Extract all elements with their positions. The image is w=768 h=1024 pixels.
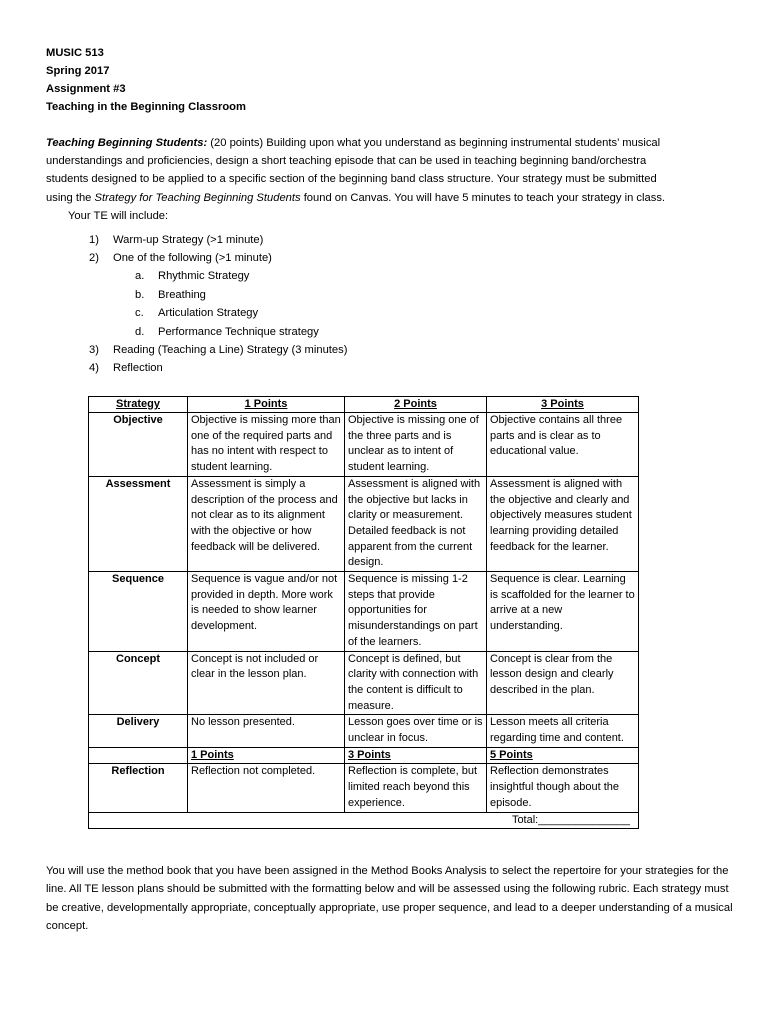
header-1-points: 1 Points (188, 397, 345, 413)
sub-list-item (113, 323, 686, 342)
table-cell: Reflection demonstrates insightful though about the episode. (487, 764, 639, 812)
sub-list-letter: a. (135, 270, 145, 283)
closing-paragraph: You will use the method book that you have been assigned in the Method Books Analysis to select the repertoire for your strategies for the line. All TE lesson plans should be submitted with the formatting below and will be assessed using the following rubric. Each strategy must be creative, developmentally appropriate, conceptually appropriate, use proper sequence, and lead to a deeper understanding of a musical concept. (46, 865, 733, 932)
table-row (89, 715, 639, 747)
row-label: Reflection (89, 764, 188, 812)
assignment-title: Teaching in the Beginning Classroom (46, 101, 246, 113)
reflection-header-5-points: 5 Points (487, 747, 639, 764)
list-number: 4) (89, 362, 99, 375)
table-row (89, 476, 639, 571)
course-code: MUSIC 513 (46, 47, 104, 59)
intro-line-2: understandings and proficiencies, design a short teaching episode that can be used in teaching beginning band/orchestra (46, 155, 647, 168)
list-number: 2) (89, 252, 99, 265)
row-label: Concept (89, 651, 188, 715)
table-cell: Reflection is complete, but limited reach beyond this experience. (345, 764, 487, 812)
list-text: Reading (Teaching a Line) Strategy (3 minutes) (113, 344, 348, 357)
list-item (46, 231, 686, 249)
table-cell: Concept is not included or clear in the lesson plan. (188, 651, 345, 715)
table-row (89, 764, 639, 812)
te-include-label: Your TE will include: (68, 209, 169, 222)
table-row (89, 413, 639, 477)
table-cell: Concept is defined, but clarity with connection with the content is difficult to measure. (345, 651, 487, 715)
empty-cell (89, 747, 188, 764)
lead-label: Teaching Beginning Students: (46, 137, 208, 149)
list-item (46, 249, 686, 341)
list-number: 3) (89, 344, 99, 357)
table-cell: Sequence is clear. Learning is scaffolded for the learner to arrive at a new understanding. (487, 572, 639, 652)
strategy-options-list (113, 267, 686, 341)
assignment-number: Assignment #3 (46, 83, 126, 95)
intro-line-4-pre: using the (46, 191, 95, 204)
sub-list-text: Performance Technique strategy (158, 325, 319, 338)
row-label: Delivery (89, 715, 188, 747)
intro-line-1 (46, 134, 686, 152)
sub-list-text: Rhythmic Strategy (158, 270, 250, 283)
intro-line-3: students designed to be applied to a specific section of the beginning band class structure. Your strategy must be submitted (46, 173, 657, 186)
table-cell: Sequence is vague and/or not provided in depth. More work is needed to show learner development. (188, 572, 345, 652)
sub-list-letter: b. (135, 288, 145, 301)
sub-list-item (113, 267, 686, 286)
table-header-row (89, 397, 639, 413)
assignment-description (46, 134, 686, 225)
table-row (89, 572, 639, 652)
list-text: Warm-up Strategy (>1 minute) (113, 234, 264, 247)
table-cell: Sequence is missing 1-2 steps that provide opportunities for misunderstandings on part of the learners. (345, 572, 487, 652)
sub-list-text: Breathing (158, 288, 206, 301)
intro-line-1-rest: (20 points) Building upon what you understand as beginning instrumental students’ musical (207, 137, 661, 149)
reflection-header-row (89, 747, 639, 764)
list-item (46, 341, 686, 359)
te-components-list (46, 231, 686, 377)
header-strategy: Strategy (89, 397, 188, 413)
total-row (89, 812, 639, 829)
list-item (46, 359, 686, 377)
table-cell: Reflection not completed. (188, 764, 345, 812)
document-page (46, 44, 686, 377)
term: Spring 2017 (46, 65, 110, 77)
table-cell: Lesson meets all criteria regarding time and content. (487, 715, 639, 747)
total-line: Total:_______________ (89, 812, 639, 829)
table-cell: Objective contains all three parts and is clear as to educational value. (487, 413, 639, 477)
table-cell: Objective is missing more than one of the required parts and has no intent with respect to student learning. (188, 413, 345, 477)
table-row (89, 651, 639, 715)
table-cell: Assessment is aligned with the objective but lacks in clarity or measurement. Detailed feedback is not apparent from the current design. (345, 476, 487, 571)
list-number: 1) (89, 234, 99, 247)
sub-list-text: Articulation Strategy (158, 307, 259, 320)
header-2-points: 2 Points (345, 397, 487, 413)
row-label: Sequence (89, 572, 188, 652)
table-cell: Lesson goes over time or is unclear in focus. (345, 715, 487, 747)
table-cell: No lesson presented. (188, 715, 345, 747)
intro-line-4-post: found on Canvas. You will have 5 minutes to teach your strategy in class. (300, 191, 666, 204)
sub-list-item (113, 286, 686, 305)
sub-list-letter: c. (135, 307, 144, 320)
header-3-points: 3 Points (487, 397, 639, 413)
reflection-header-1-points: 1 Points (188, 747, 345, 764)
reflection-header-3-points: 3 Points (345, 747, 487, 764)
list-text: Reflection (113, 362, 163, 375)
row-label: Objective (89, 413, 188, 477)
rubric-table (88, 396, 639, 829)
table-cell: Concept is clear from the lesson design and clearly described in the plan. (487, 651, 639, 715)
table-cell: Assessment is simply a description of the process and not clear as to its alignment with the objective or how feedback will be delivered. (188, 476, 345, 571)
sub-list-item (113, 304, 686, 323)
table-cell: Objective is missing one of the three parts and is unclear as to intent of student learning. (345, 413, 487, 477)
list-text: One of the following (>1 minute) (113, 252, 272, 265)
sub-list-letter: d. (135, 325, 145, 338)
strategy-doc-title: Strategy for Teaching Beginning Students (94, 191, 301, 204)
table-cell: Assessment is aligned with the objective and clearly and objectively measures student learning providing detailed feedback for the learner. (487, 476, 639, 571)
intro-line-4 (46, 189, 686, 207)
row-label: Assessment (89, 476, 188, 571)
